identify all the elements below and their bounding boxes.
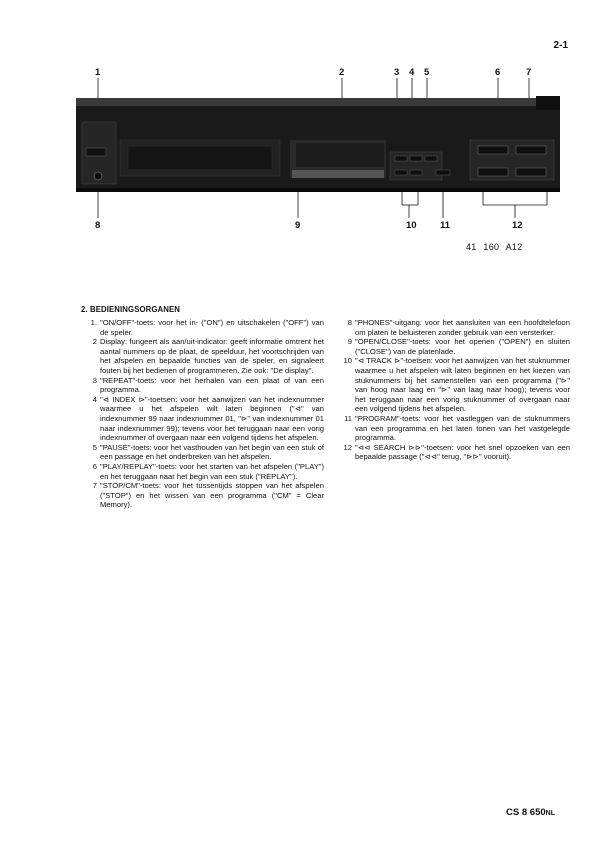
footer-model	[506, 807, 555, 818]
list-item: 11 "PROGRAM"-toets: voor het vastleggen van de stuknummers van een programma en het laten tonen van het vastgelegde programma.	[344, 413, 570, 443]
model-number: CS 8 650	[506, 807, 546, 818]
callout-5: 5	[424, 67, 430, 78]
callout-7: 7	[526, 67, 532, 78]
list-item: 6 "PLAY/REPLAY"-toets: voor het starten van het afspelen ("PLAY") en het teruggaan naar het begin van een stuk ("REPLAY").	[92, 461, 324, 481]
section-title: 2. BEDIENINGSORGANEN	[81, 305, 181, 314]
callout-9: 9	[295, 220, 301, 231]
callout-3: 3	[394, 67, 400, 78]
controls-list-left	[81, 318, 324, 510]
callout-2: 2	[339, 67, 345, 78]
callout-10: 10	[406, 220, 417, 231]
list-item: 3 "REPEAT"-toets: voor het herhalen van een plaat of van een programma.	[92, 375, 324, 395]
list-item: 10 "⊲ TRACK ⊳"-toetsen: voor het aanwijzen van het stuknummer waarmee u het afspelen wilt laten beginnen en het kiezen van stuknummers bij het samenstellen van een programma ("⊳" van hoog naar laag en "⊳" van laag naar hoog); tevens voor het teruggaan naar een vorig stuknummer of overgaan naar een volgend tijdens het afspelen.	[343, 356, 570, 414]
callout-4: 4	[409, 67, 415, 78]
page-number: 2-1	[553, 40, 568, 51]
list-item: 7 "STOP/CM"-toets: voor het tussentijds stoppen van het afspelen ("STOP") en het wissen van een programma ("CM" = Clear Memory).	[92, 481, 324, 510]
figure-code: 41 160 A12	[466, 242, 523, 252]
controls-list-right	[336, 318, 570, 462]
callout-1: 1	[95, 67, 101, 78]
callout-6: 6	[495, 67, 501, 78]
list-item: 4 "⊲ INDEX ⊳"-toetsen: voor het aanwijzen van het indexnummer waarmee u het afspelen wilt laten beginnen ("⊲" van indexnummer 99 naar indexnummer 01, "⊳" van indexnummer 01 naar indexnummer 99); tevens voor het teruggaan naar een vorig indexnummer of overgaan naar een volgend tijdens het afspelen.	[92, 394, 324, 443]
list-item: 2 Display: fungeert als aan/uit-indicator: geeft informatie omtrent het aantal nummers op de plaat, de speelduur, het voortschrijden van het afspelen en bepaalde functies van de speler, en signaleert fouten bij het bedienen of programmeren. Zie ook: "De display".	[92, 337, 324, 375]
list-item: 9 "OPEN/CLOSE"-toets: voor het openen ("OPEN") en sluiten ("CLOSE") van de platenlade.	[347, 337, 570, 356]
list-item: 8 "PHONES"-uitgang: voor het aansluiten van een hoofdtelefoon om platen te beluisteren zonder gebruik van een versterker.	[347, 318, 570, 337]
list-item: 12 "⊲⊲ SEARCH ⊳⊳"-toetsen: voor het snel opzoeken van een bepaalde passage ("⊲⊲" terug, "⊳⊳" vooruit).	[343, 442, 570, 462]
callout-8: 8	[95, 220, 101, 231]
language-suffix: NL	[545, 810, 555, 817]
callout-12: 12	[512, 220, 523, 231]
cd-player-illustration	[0, 0, 595, 260]
callout-11: 11	[440, 220, 451, 231]
list-item: 1. "ON/OFF"-toets: voor het in- ("ON") en uitschakelen ("OFF") van de speler.	[90, 318, 324, 337]
list-item: 5 "PAUSE"-toets: voor het vasthouden van het begin van een stuk of een passage en het onderbreken van het afspelen.	[92, 442, 324, 462]
